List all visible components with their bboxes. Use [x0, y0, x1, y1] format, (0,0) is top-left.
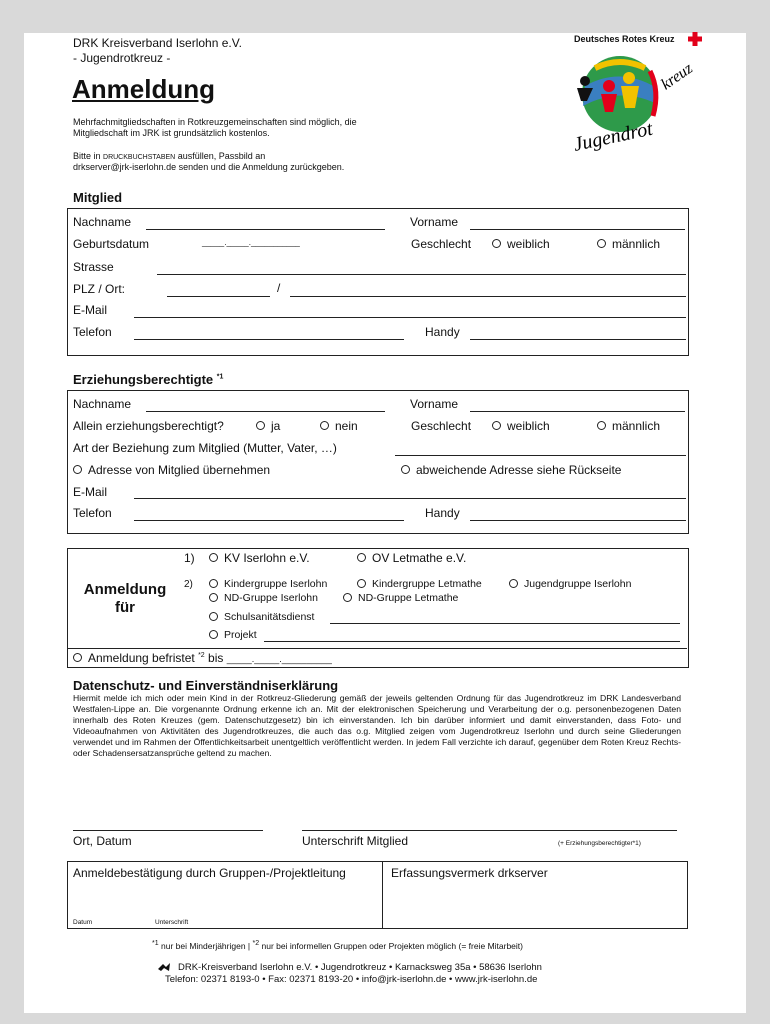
radio-ja[interactable]: ja	[256, 419, 280, 433]
label: Unterschrift Mitglied	[302, 834, 409, 848]
label: PLZ / Ort:	[73, 282, 126, 296]
erz-vorname-field[interactable]	[470, 411, 685, 412]
svg-text:kreuz: kreuz	[658, 59, 696, 94]
plz-field[interactable]	[167, 296, 270, 297]
mitglied-section	[67, 208, 689, 356]
label: E-Mail	[73, 303, 108, 317]
erz-nachname-field[interactable]	[146, 411, 385, 412]
ort-field[interactable]	[290, 296, 686, 297]
email-field[interactable]	[134, 317, 686, 318]
label: Unterschrift	[155, 919, 189, 926]
label: Vorname	[410, 215, 459, 229]
footer-contact: Telefon: 02371 8193-0 • Fax: 02371 8193-20 • info@jrk-iserlohn.de • www.jrk-iserlohn.de	[165, 974, 538, 985]
checkbox-adresse-abweichend[interactable]: abweichende Adresse siehe Rückseite	[401, 463, 621, 477]
ort-datum-field[interactable]	[73, 830, 263, 831]
checkbox-nd-letmathe[interactable]: ND-Gruppe Letmathe	[343, 592, 458, 604]
label: E-Mail	[73, 485, 108, 499]
intro-line-1: Mehrfachmitgliedschaften in Rotkreuzgemeinschaften sind möglich, die	[73, 117, 357, 127]
label: Erfassungsvermerk drkserver	[391, 866, 548, 880]
checkbox-adresse-uebernehmen[interactable]: Adresse von Mitglied übernehmen	[73, 463, 270, 477]
label: Datum	[73, 919, 93, 926]
checkbox-befristet[interactable]: Anmeldung befristet $^{*2}$ bis _____._____.__________	[73, 651, 332, 665]
radio-weiblich[interactable]: weiblich	[492, 237, 550, 251]
label: Nachname	[73, 215, 132, 229]
red-cross-icon	[688, 32, 702, 46]
label: Telefon	[73, 325, 112, 339]
label: Anmeldebestätigung durch Gruppen-/Projektleitung	[73, 866, 346, 880]
label: 2)	[184, 579, 193, 590]
strasse-field[interactable]	[157, 274, 686, 275]
label: Telefon	[73, 506, 112, 520]
jugendrotkreuz-logo-icon	[565, 46, 715, 161]
label: Ort, Datum	[73, 834, 132, 848]
beziehung-field[interactable]	[395, 455, 686, 456]
intro-line-2: Mitgliedschaft im JRK ist grundsätzlich kostenlos.	[73, 128, 270, 138]
label: Geburtsdatum	[73, 237, 150, 251]
datenschutz-heading: Datenschutz- und Einverständniserklärung	[73, 678, 339, 693]
erz-telefon-field[interactable]	[134, 520, 404, 521]
footer-address: DRK-Kreisverband Iserlohn e.V. • Jugendrotkreuz • Karnacksweg 35a • 58636 Iserlohn	[178, 962, 542, 973]
label: Nachname	[73, 397, 132, 411]
checkbox-kindergruppe-iserlohn[interactable]: Kindergruppe Iserlohn	[209, 578, 327, 590]
footnote: $^{*1}$ nur bei Minderjährigen | $^{*2}$ nur bei informellen Gruppen oder Projekten möglich (= freie Mitarbeit)	[152, 940, 523, 951]
erz-email-field[interactable]	[134, 498, 686, 499]
san-field[interactable]	[330, 623, 680, 624]
checkbox-jugendgruppe-iserlohn[interactable]: Jugendgruppe Iserlohn	[509, 578, 631, 590]
page-title: Anmeldung	[72, 74, 215, 104]
checkbox-projekt[interactable]: Projekt	[209, 629, 257, 641]
handy-field[interactable]	[470, 339, 686, 340]
divider	[67, 648, 687, 649]
radio-kv-iserlohn[interactable]: KV Iserlohn e.V.	[209, 551, 310, 565]
label: 1)	[184, 551, 195, 565]
drk-logo-text: Deutsches Rotes Kreuz	[574, 34, 675, 44]
radio-maennlich[interactable]: männlich	[597, 419, 660, 433]
geburtsdatum-field[interactable]: _____._____.___________	[202, 238, 300, 247]
mitglied-heading: Mitglied	[73, 190, 123, 205]
svg-text:Jugendrot: Jugendrot	[571, 117, 655, 156]
org-name: DRK Kreisverband Iserlohn e.V.	[73, 36, 242, 50]
erz-handy-field[interactable]	[470, 520, 686, 521]
label: Handy	[425, 325, 460, 339]
checkbox-schulsanitaetsdienst[interactable]: Schulsanitätsdienst	[209, 611, 314, 623]
projekt-field[interactable]	[264, 641, 680, 642]
label: Geschlecht	[411, 237, 472, 251]
separator: /	[277, 281, 281, 295]
label: Geschlecht	[411, 419, 472, 433]
signature-note: (+ Erziehungsberechtigter*1)	[558, 840, 641, 847]
anmeldung-label: Anmeldung für	[83, 581, 167, 616]
label: Art der Beziehung zum Mitglied (Mutter, Vater, …)	[73, 441, 337, 455]
radio-maennlich[interactable]: männlich	[597, 237, 660, 251]
vorname-field[interactable]	[470, 229, 685, 230]
checkbox-kindergruppe-letmathe[interactable]: Kindergruppe Letmathe	[357, 578, 482, 590]
intro-line-4: drkserver@jrk-iserlohn.de senden und die Anmeldung zurückgeben.	[73, 162, 345, 172]
unterschrift-field[interactable]	[302, 830, 677, 831]
label: Strasse	[73, 260, 114, 274]
label: Allein erziehungsberechtigt?	[73, 419, 224, 433]
nachname-field[interactable]	[146, 229, 385, 230]
drk-footer-icon	[158, 963, 170, 972]
label: Vorname	[410, 397, 459, 411]
telefon-field[interactable]	[134, 339, 404, 340]
erziehung-heading: Erziehungsberechtigte $^{*1}$	[73, 372, 224, 387]
intro-line-3: Bitte in DRUCKBUCHSTABEN ausfüllen, Passbild an	[73, 151, 266, 161]
radio-ov-letmathe[interactable]: OV Letmathe e.V.	[357, 551, 466, 565]
label: Handy	[425, 506, 460, 520]
checkbox-nd-iserlohn[interactable]: ND-Gruppe Iserlohn	[209, 592, 318, 604]
radio-nein[interactable]: nein	[320, 419, 358, 433]
org-subtitle: - Jugendrotkreuz -	[73, 51, 171, 65]
radio-weiblich[interactable]: weiblich	[492, 419, 550, 433]
datenschutz-text: Hiermit melde ich mich oder mein Kind in der Rotkreuz-Gliederung gemäß der jeweils geltenden Ordnung für das Jugendrotkreuz im DRK Landesverband Westfalen-Lippe an. Die vorgenannte Ordnung erkenne ich an. Mit der elektronischen Speicherung und Verarbeitung der o.g. personenbezogenen Daten innerhalb des Roten Kreuzes (gem. Datenschutzgesetz) bin ich einverstanden. Ich bin darüber informiert und damit einverstanden, dass Foto- und Videoaufnahmen von Aktivitäten des Jugendrotkreuzes, die auch das o.g. Mitglied zeigen vom Jugendrotkreuz Iserlohn und durch seine Gliederungen verwendet und im Rahmen der Öffentlichkeitsarbeit unentgeltlich veröffentlicht werden. In jedem Fall verzichte ich darauf, gegenüber dem Roten Kreuz Rechts- oder Schadensersatzansprüche geltend zu machen.	[73, 693, 681, 758]
